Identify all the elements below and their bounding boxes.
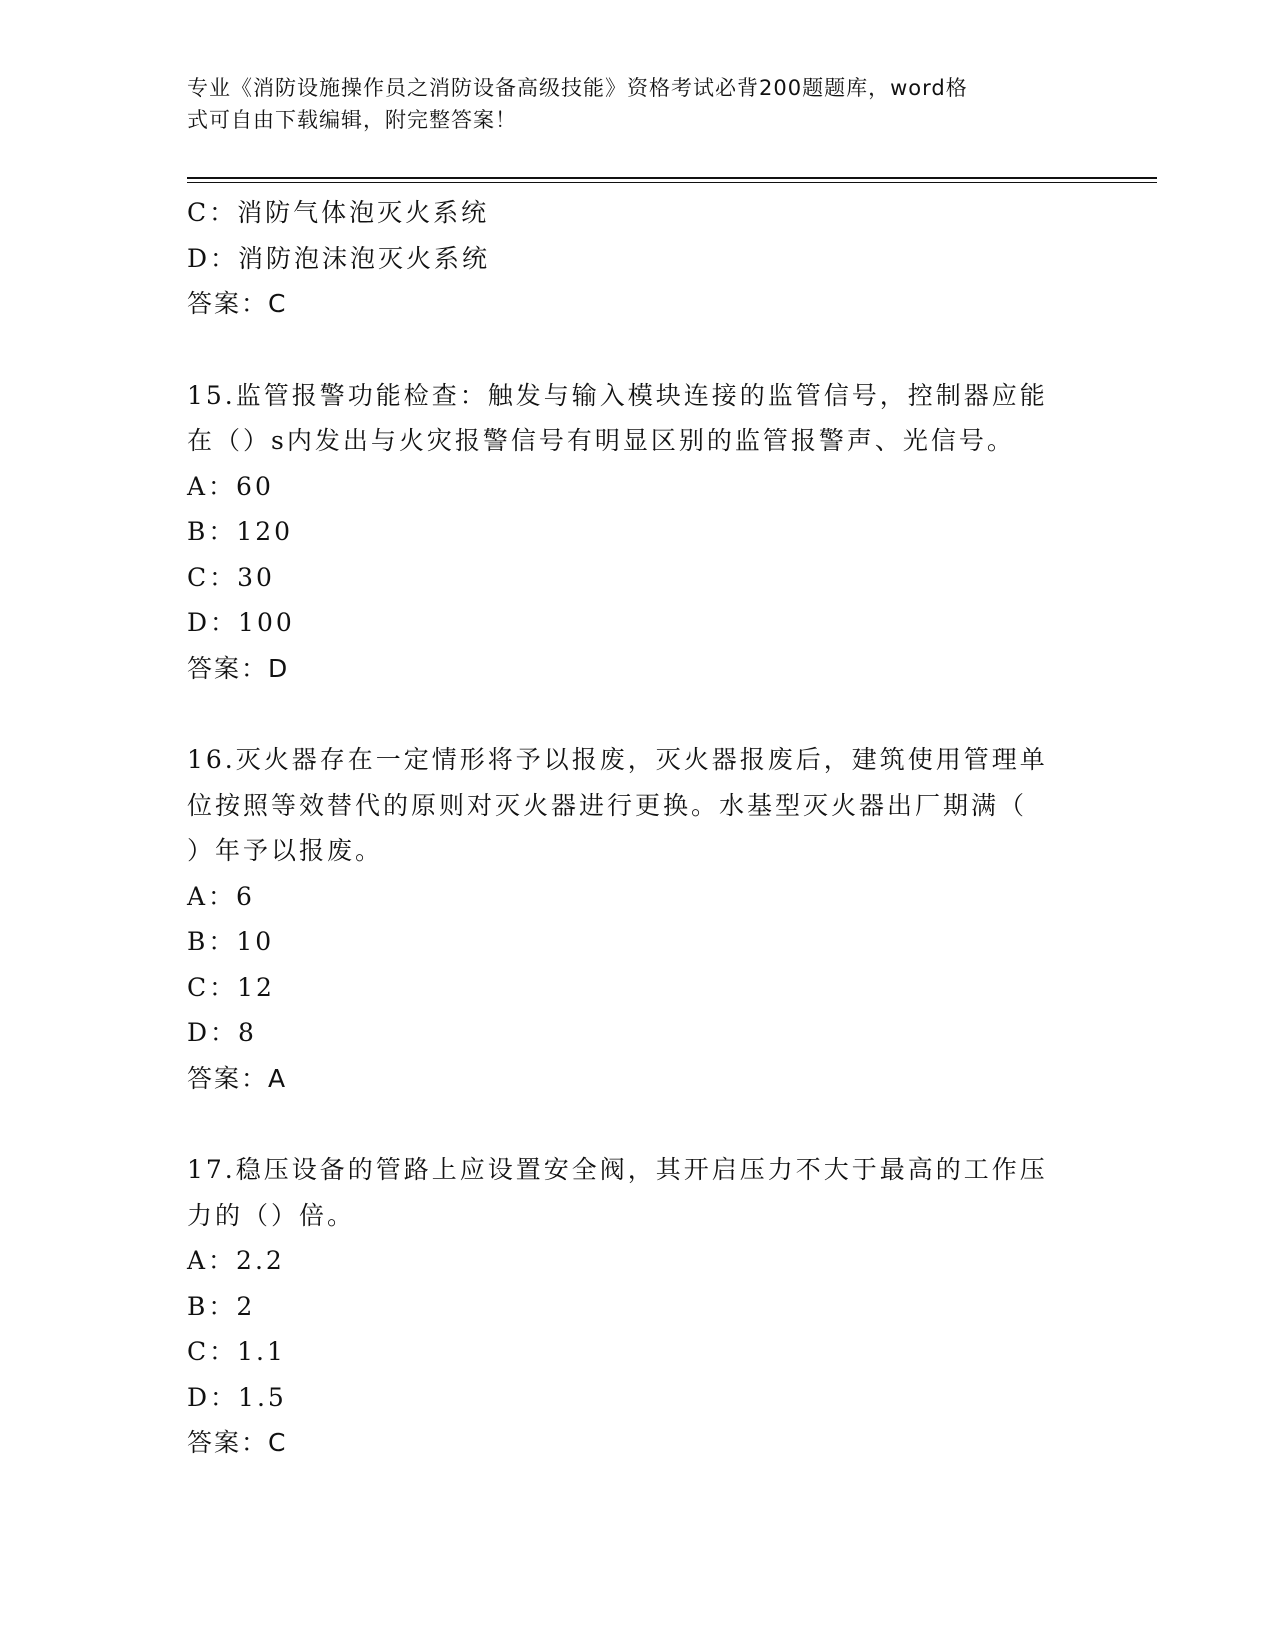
question-14-continued — [187, 190, 1087, 327]
option-d: D：8 — [187, 1018, 257, 1047]
option-a: A：6 — [187, 881, 255, 911]
option-a: A：60 — [187, 471, 274, 501]
question-text-line: 16.灭火器存在一定情形将予以报废，灭火器报废后，建筑使用管理单 — [187, 745, 1048, 774]
question-text-line: 15.监管报警功能检查：触发与输入模块连接的监管信号，控制器应能 — [187, 380, 1048, 410]
question-15 — [187, 373, 1087, 692]
option-b: B：10 — [187, 927, 275, 956]
answer: 答案：A — [187, 1063, 288, 1093]
question-list — [187, 190, 1087, 1466]
answer: 答案：C — [187, 289, 288, 318]
option-c: C：1.1 — [187, 1337, 286, 1366]
question-16 — [187, 737, 1087, 1101]
option-a: A：2.2 — [187, 1246, 285, 1275]
header-divider-thin — [187, 182, 1157, 183]
spacer — [187, 327, 1087, 373]
option-b: B：120 — [187, 517, 294, 546]
question-text-line: 在（）s内发出与火灾报警信号有明显区别的监管报警声、光信号。 — [187, 426, 1015, 455]
question-text-line: ）年予以报废。 — [187, 836, 384, 865]
option-d: D：1.5 — [187, 1382, 287, 1412]
question-text-line: 位按照等效替代的原则对灭火器进行更换。水基型灭火器出厂期满（ — [187, 790, 1028, 820]
spacer — [187, 691, 1087, 737]
option-d: D：100 — [187, 608, 295, 637]
option-d: D：消防泡沫泡灭火系统 — [187, 243, 491, 273]
question-text-line: 17.稳压设备的管路上应设置安全阀，其开启压力不大于最高的工作压 — [187, 1155, 1048, 1184]
header-line-2: 式可自由下载编辑，附完整答案！ — [187, 108, 517, 132]
spacer — [187, 1101, 1087, 1147]
header-line-1: 专业《消防设施操作员之消防设备高级技能》资格考试必背200题题库，word格 — [187, 76, 968, 100]
answer: 答案：C — [187, 1428, 288, 1457]
option-c: C：30 — [187, 562, 275, 592]
answer: 答案：D — [187, 653, 290, 683]
option-c: C：消防气体泡灭火系统 — [187, 198, 490, 227]
option-b: B：2 — [187, 1291, 256, 1321]
page-header — [187, 72, 1067, 136]
question-text-line: 力的（）倍。 — [187, 1200, 356, 1230]
question-17 — [187, 1147, 1087, 1466]
header-divider-thick — [187, 177, 1157, 179]
option-c: C：12 — [187, 972, 275, 1002]
